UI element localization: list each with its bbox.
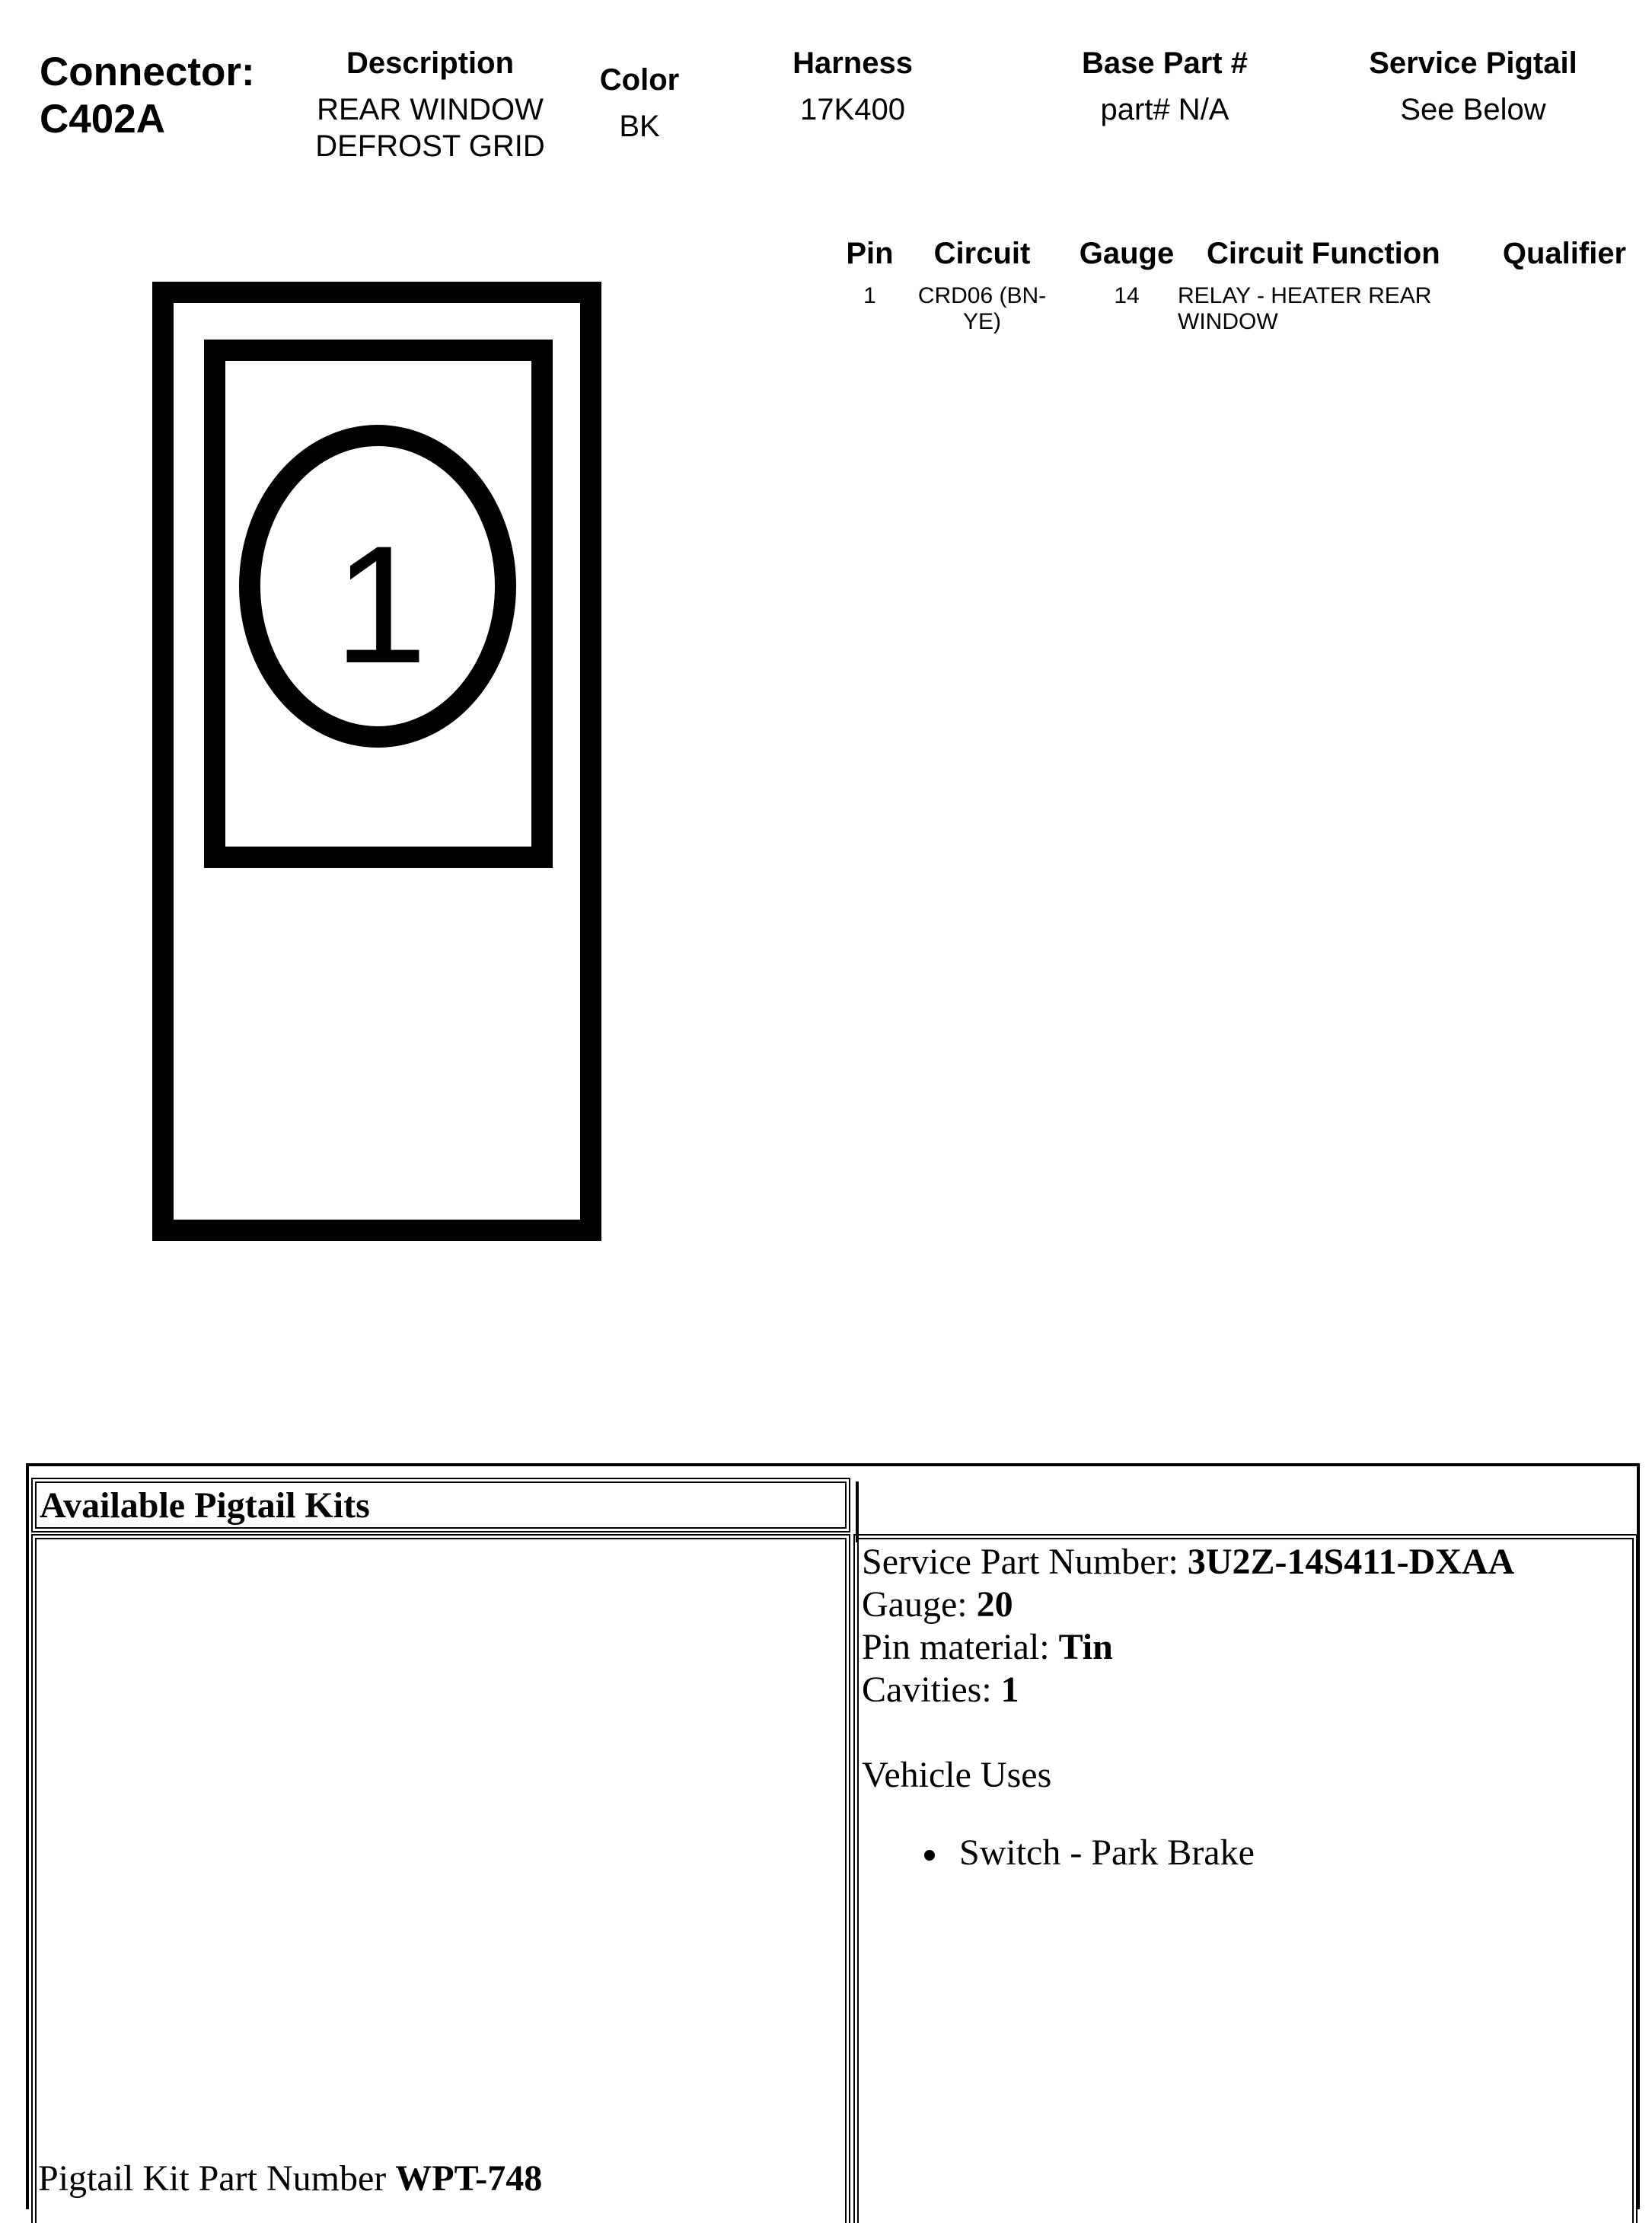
color-label: Color	[599, 63, 680, 97]
kit-part-value: WPT-748	[395, 2158, 543, 2199]
harness-value: 17K400	[800, 93, 905, 126]
connector-label: Connector:	[40, 49, 255, 94]
base-part-label: Base Part #	[1082, 46, 1248, 80]
list-item: Switch - Park Brake	[959, 1832, 1623, 1874]
connector-title	[40, 49, 291, 143]
description-column	[297, 44, 563, 164]
gauge-line	[862, 1584, 1623, 1626]
vehicle-uses-list	[862, 1832, 1623, 1874]
connector-face-diagram	[152, 282, 609, 1241]
service-part-number-line	[862, 1541, 1623, 1584]
service-pigtail-label: Service Pigtail	[1369, 46, 1577, 80]
circuit-line-1: CRD06 (BN-	[917, 283, 1047, 308]
circuit-function-header: Circuit Function	[1207, 237, 1440, 270]
service-pigtail-value: See Below	[1400, 93, 1546, 126]
function-line-1: RELAY - HEATER REAR	[1178, 283, 1432, 308]
cavities-value: 1	[1000, 1670, 1019, 1710]
description-value	[297, 91, 563, 164]
color-column	[586, 61, 693, 145]
pigtail-kit-part-number	[38, 2158, 542, 2200]
gauge-value: 20	[976, 1584, 1013, 1625]
service-part-number-label: Service Part Number:	[862, 1542, 1188, 1582]
table-row-circuit	[902, 283, 1062, 335]
base-part-value: part# N/A	[1100, 93, 1229, 126]
circuit-header: Circuit	[933, 237, 1031, 270]
qualifier-header: Qualifier	[1502, 237, 1627, 270]
gauge-header: Gauge	[1079, 237, 1175, 270]
pin-material-label: Pin material:	[862, 1627, 1059, 1667]
table-row-circuit-function	[1178, 283, 1459, 335]
pigtail-spec-list	[862, 1541, 1623, 1874]
circuit-line-2: YE)	[962, 309, 1001, 334]
cavities-line	[862, 1669, 1623, 1711]
description-label: Description	[346, 46, 515, 80]
column-divider	[856, 1481, 859, 1542]
pin-material-value: Tin	[1058, 1627, 1113, 1667]
table-row-pin: 1	[863, 283, 876, 308]
pin-header: Pin	[846, 237, 894, 270]
connector-id: C402A	[40, 97, 165, 142]
service-part-number-value: 3U2Z-14S411-DXAA	[1187, 1542, 1515, 1582]
gauge-label: Gauge:	[862, 1584, 977, 1625]
service-pigtail-column	[1340, 44, 1606, 128]
description-line-1: REAR WINDOW	[317, 93, 544, 126]
kit-part-label: Pigtail Kit Part Number	[38, 2158, 396, 2199]
pin-material-line	[862, 1626, 1623, 1669]
harness-column	[761, 44, 944, 128]
color-value: BK	[619, 110, 660, 143]
harness-label: Harness	[793, 46, 913, 80]
base-part-column	[1043, 44, 1287, 128]
cavities-label: Cavities:	[862, 1670, 1001, 1710]
pigtail-kit-image-cell	[35, 1538, 847, 2223]
function-line-2: WINDOW	[1178, 309, 1278, 334]
description-line-2: DEFROST GRID	[315, 129, 545, 163]
cavity-1-number: 1	[333, 511, 428, 698]
pigtail-kits-title: Available Pigtail Kits	[40, 1485, 370, 1526]
vehicle-uses-title: Vehicle Uses	[862, 1755, 1052, 1795]
table-row-gauge: 14	[1114, 283, 1140, 308]
